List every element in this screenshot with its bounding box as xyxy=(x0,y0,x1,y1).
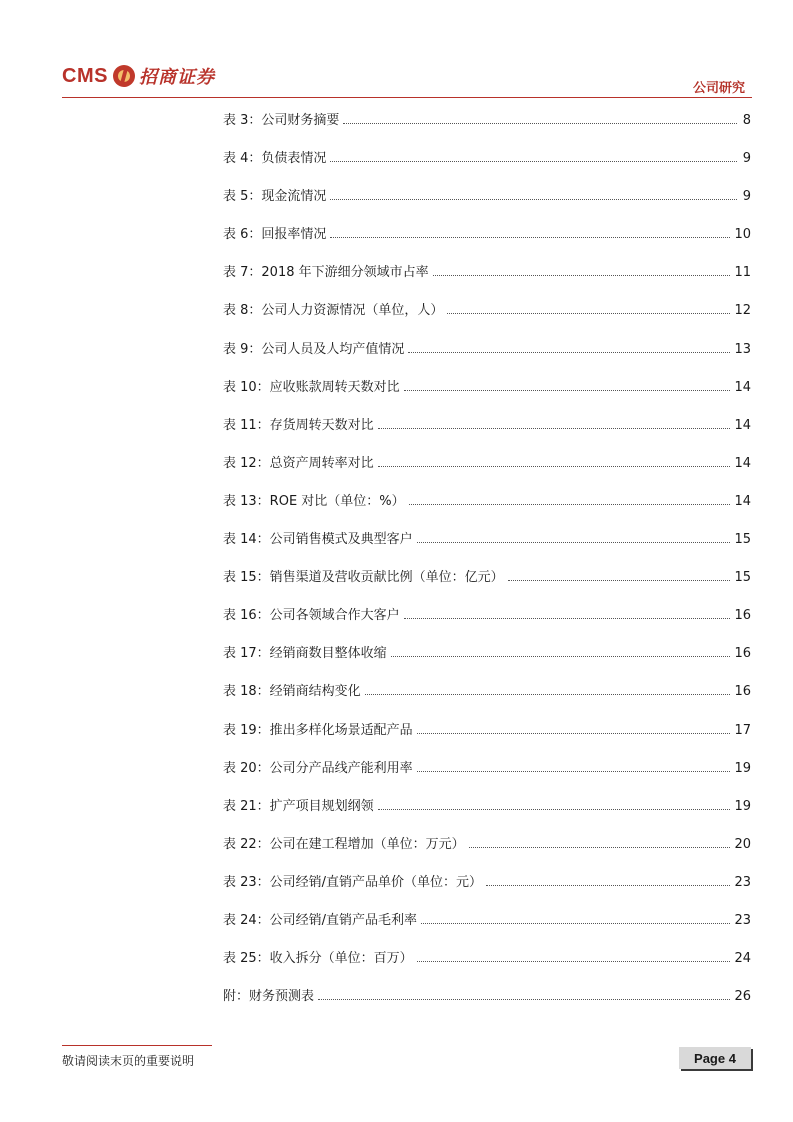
toc-entry[interactable] xyxy=(223,644,751,682)
toc-entry[interactable] xyxy=(223,187,751,225)
toc-leader-dots xyxy=(378,465,731,467)
toc-entry-label[interactable]: 表 21：扩产项目规划纲领 xyxy=(223,798,374,814)
company-logo xyxy=(62,62,215,90)
toc-entry-label[interactable]: 表 23：公司经销/直销产品单价（单位：元） xyxy=(223,874,483,890)
toc-entry-label[interactable]: 表 13：ROE 对比（单位：%） xyxy=(223,493,405,509)
toc-entry-page: 14 xyxy=(734,379,751,395)
toc-entry[interactable] xyxy=(223,682,751,720)
toc-entry[interactable] xyxy=(223,340,751,378)
toc-leader-dots xyxy=(378,808,731,810)
toc-entry-page: 19 xyxy=(734,760,751,776)
toc-entry[interactable] xyxy=(223,606,751,644)
toc-entry[interactable] xyxy=(223,949,751,987)
toc-entry[interactable] xyxy=(223,835,751,873)
toc-entry-label[interactable]: 附：财务预测表 xyxy=(223,989,315,1005)
footer-divider xyxy=(62,1045,212,1046)
toc-entry[interactable] xyxy=(223,454,751,492)
toc-leader-dots xyxy=(469,846,731,848)
section-label: 公司研究 xyxy=(692,81,745,96)
toc-entry[interactable] xyxy=(223,568,751,606)
toc-entry-page: 16 xyxy=(734,684,751,700)
toc-entry-page: 11 xyxy=(734,265,751,281)
toc-entry-page: 9 xyxy=(742,151,751,167)
toc-entry-page: 15 xyxy=(734,570,751,586)
toc-leader-dots xyxy=(318,998,730,1000)
toc-entry-label[interactable]: 表 12：总资产周转率对比 xyxy=(223,455,374,471)
toc-entry-label[interactable]: 表 10：应收账款周转天数对比 xyxy=(223,379,400,395)
toc-entry-page: 14 xyxy=(734,493,751,509)
toc-entry-label[interactable]: 表 15：销售渠道及营收贡献比例（单位：亿元） xyxy=(223,570,504,586)
toc-leader-dots xyxy=(417,960,731,962)
toc-leader-dots xyxy=(330,160,737,162)
toc-entry[interactable] xyxy=(223,797,751,835)
toc-leader-dots xyxy=(378,427,731,429)
toc-leader-dots xyxy=(365,693,731,695)
toc-entry[interactable] xyxy=(223,721,751,759)
toc-leader-dots xyxy=(409,503,731,505)
toc-entry-page: 10 xyxy=(734,227,751,243)
toc-leader-dots xyxy=(404,389,731,391)
toc-leader-dots xyxy=(433,274,731,276)
page-header xyxy=(0,0,793,100)
toc-entry-label[interactable]: 表 17：经销商数目整体收缩 xyxy=(223,646,387,662)
toc-entry-label[interactable]: 表 19：推出多样化场景适配产品 xyxy=(223,722,413,738)
toc-entry-label[interactable]: 表 25：收入拆分（单位：百万） xyxy=(223,951,413,967)
toc-entry[interactable] xyxy=(223,263,751,301)
toc-entry-page: 16 xyxy=(734,646,751,662)
header-divider xyxy=(62,97,752,98)
toc-entry-label[interactable]: 表 24：公司经销/直销产品毛利率 xyxy=(223,912,418,928)
toc-leader-dots xyxy=(330,198,737,200)
toc-entry-label[interactable]: 表 8：公司人力资源情况（单位，人） xyxy=(223,303,444,319)
toc-leader-dots xyxy=(408,351,730,353)
toc-leader-dots xyxy=(417,541,731,543)
logo-emblem-icon xyxy=(113,65,135,87)
toc-entry-label[interactable]: 表 5：现金流情况 xyxy=(223,189,327,205)
toc-leader-dots xyxy=(421,922,730,924)
toc-entry[interactable] xyxy=(223,111,751,149)
toc-entry-label[interactable]: 表 22：公司在建工程增加（单位：万元） xyxy=(223,836,465,852)
toc-entry-label[interactable]: 表 18：经销商结构变化 xyxy=(223,684,361,700)
toc-entry[interactable] xyxy=(223,530,751,568)
toc-entry[interactable] xyxy=(223,911,751,949)
toc-entry[interactable] xyxy=(223,987,751,1025)
toc-leader-dots xyxy=(447,312,730,314)
toc-leader-dots xyxy=(330,236,730,238)
toc-entry-label[interactable]: 表 14：公司销售模式及典型客户 xyxy=(223,532,413,548)
toc-entry[interactable] xyxy=(223,225,751,263)
toc-entry-page: 20 xyxy=(734,836,751,852)
toc-leader-dots xyxy=(508,579,731,581)
table-of-contents xyxy=(223,111,751,1025)
toc-entry-page: 14 xyxy=(734,455,751,471)
toc-entry[interactable] xyxy=(223,149,751,187)
toc-entry-label[interactable]: 表 20：公司分产品线产能利用率 xyxy=(223,760,413,776)
toc-entry-page: 19 xyxy=(734,798,751,814)
toc-leader-dots xyxy=(417,770,731,772)
toc-entry-page: 23 xyxy=(734,874,751,890)
toc-entry-label[interactable]: 表 6：回报率情况 xyxy=(223,227,327,243)
toc-entry[interactable] xyxy=(223,416,751,454)
toc-entry-page: 23 xyxy=(734,912,751,928)
toc-leader-dots xyxy=(343,122,737,124)
toc-leader-dots xyxy=(417,732,731,734)
page-number: Page 4 xyxy=(679,1047,751,1069)
toc-entry-label[interactable]: 表 7：2018 年下游细分领域市占率 xyxy=(223,265,429,281)
toc-entry[interactable] xyxy=(223,301,751,339)
toc-entry-page: 17 xyxy=(734,722,751,738)
toc-entry-label[interactable]: 表 11：存货周转天数对比 xyxy=(223,417,374,433)
toc-entry-page: 8 xyxy=(742,113,751,128)
toc-entry-label[interactable]: 表 9：公司人员及人均产值情况 xyxy=(223,341,405,357)
toc-entry-label[interactable]: 表 3：公司财务摘要 xyxy=(223,113,340,128)
toc-entry-page: 16 xyxy=(734,608,751,624)
footer-notice: 敬请阅读末页的重要说明 xyxy=(62,1054,195,1068)
toc-entry-page: 12 xyxy=(734,303,751,319)
toc-entry[interactable] xyxy=(223,759,751,797)
toc-leader-dots xyxy=(404,617,731,619)
toc-entry[interactable] xyxy=(223,378,751,416)
logo-chinese: 招商证券 xyxy=(138,67,215,88)
toc-entry-page: 24 xyxy=(734,951,751,967)
toc-leader-dots xyxy=(486,884,730,886)
toc-leader-dots xyxy=(391,655,731,657)
toc-entry[interactable] xyxy=(223,492,751,530)
toc-entry-page: 15 xyxy=(734,532,751,548)
toc-entry-page: 14 xyxy=(734,417,751,433)
toc-entry-page: 13 xyxy=(734,341,751,357)
toc-entry-page: 9 xyxy=(742,189,751,205)
toc-entry-label[interactable]: 表 4：负债表情况 xyxy=(223,151,327,167)
toc-entry-page: 26 xyxy=(734,989,751,1005)
logo-latin: CMS xyxy=(62,64,108,87)
toc-entry[interactable] xyxy=(223,873,751,911)
toc-entry-label[interactable]: 表 16：公司各领域合作大客户 xyxy=(223,608,400,624)
